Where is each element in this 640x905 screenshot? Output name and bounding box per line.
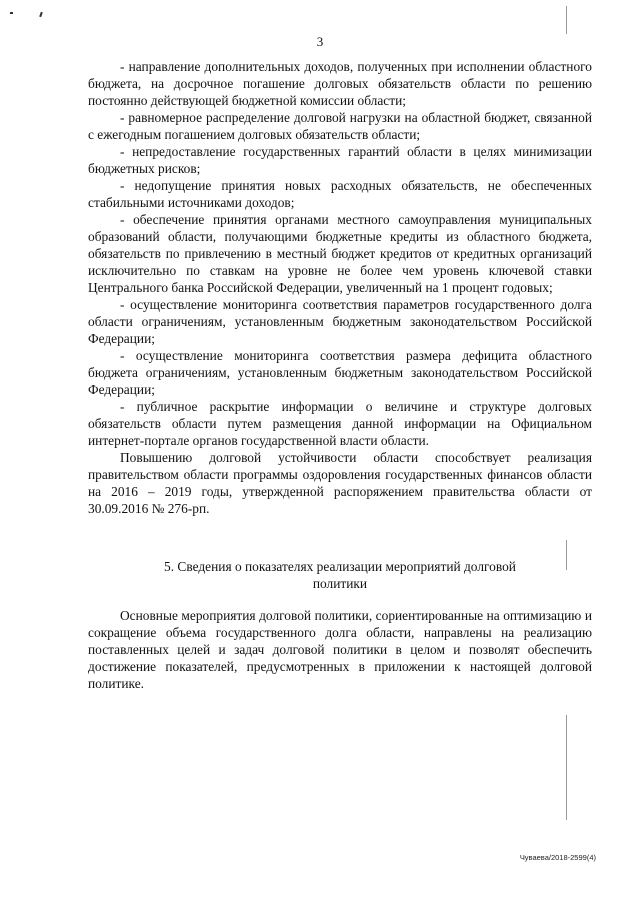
- main-text: [88, 58, 592, 517]
- section-heading-line-1: 5. Сведения о показателях реализации мероприятий долговой: [164, 559, 516, 574]
- measures-paragraph: Основные мероприятия долговой политики, сориентированные на оптимизацию и сокращение объема государственного долга области, направлены на реализацию поставленных целей и задач долговой политики в целом и позволят обеспечить достижение показателей, предусмотренных в приложении к настоящей долговой политике.: [88, 608, 592, 691]
- scan-line-top-right: [566, 6, 567, 34]
- list-item: - осуществление мониторинга соответствия размера дефицита областного бюджета ограничениям, установленным бюджетным законодательством Российской Федерации;: [88, 348, 592, 397]
- list-item: - непредоставление государственных гарантий области в целях минимизации бюджетных рисков;: [88, 144, 592, 176]
- list-item: - обеспечение принятия органами местного самоуправления муниципальных образований области, получающими бюджетные кредиты из областного бюджета, обязательств по привлечению в местный бюджет кредитов от кредитных организаций исключительно по ставкам на уровне не более чем уровень ключевой ставки Центрального банка Российской Федерации, увеличенный на 1 процент годовых;: [88, 212, 592, 295]
- list-item: - публичное раскрытие информации о величине и структуре долговых обязательств области путем размещения данной информации на Официальном интернет-портале органов государственной власти области.: [88, 399, 592, 448]
- section-heading: [88, 558, 592, 592]
- list-item: - равномерное распределение долговой нагрузки на областной бюджет, связанной с ежегодным погашением долговых обязательств области;: [88, 110, 592, 142]
- scan-line-lower-right: [566, 715, 567, 820]
- scan-mark-dot: [10, 12, 13, 14]
- stability-paragraph: Повышению долговой устойчивости области способствует реализация правительством области программы оздоровления государственных финансов области на 2016 – 2019 годы, утвержденной распоряжением правительства области от 30.09.2016 № 276-рп.: [88, 450, 592, 516]
- list-item: - недопущение принятия новых расходных обязательств, не обеспеченных стабильными источниками доходов;: [88, 178, 592, 210]
- document-code: Чуваева/2018-2599(4): [519, 853, 596, 862]
- section-heading-line-2: политики: [312, 576, 368, 591]
- scan-mark-slash: [39, 12, 43, 17]
- page-number: 3: [316, 34, 324, 49]
- list-item: - направление дополнительных доходов, полученных при исполнении областного бюджета, на досрочное погашение долговых обязательств области по решению постоянно действующей бюджетной комиссии области;: [88, 59, 592, 108]
- list-item: - осуществление мониторинга соответствия параметров государственного долга области ограничениям, установленным бюджетным законодательством Российской Федерации;: [88, 297, 592, 346]
